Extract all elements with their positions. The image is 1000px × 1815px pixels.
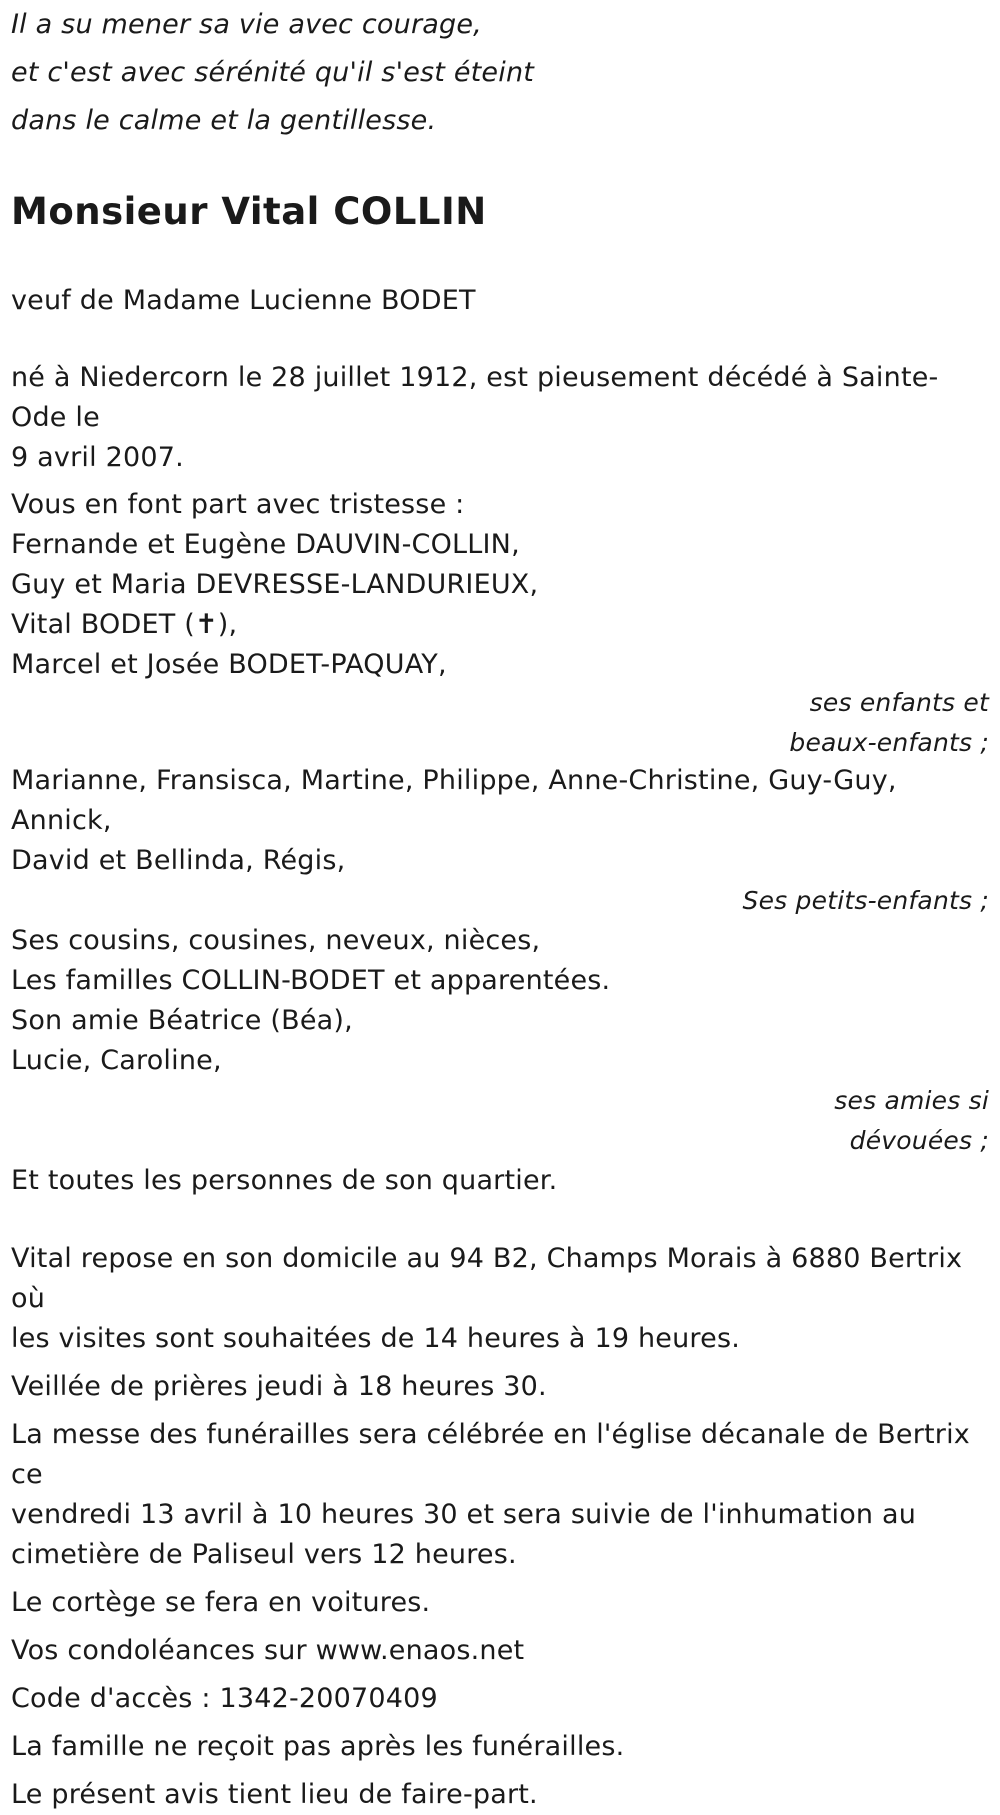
relatives-line-4: Lucie, Caroline, [11,1045,222,1076]
grandchildren-line-2: David et Bellinda, Régis, [11,845,346,876]
intro-line-3: dans le calme et la gentillesse. [11,105,437,136]
viewing-paragraph [11,1239,989,1359]
widower-line: veuf de Madame Lucienne BODET [11,285,476,316]
deceased-name: Monsieur Vital COLLIN [11,190,487,233]
intro-line-1: Il a su mener sa vie avec courage, [11,9,482,40]
child-line-3: Vital BODET (✝), [11,609,238,640]
access-code-line: Code d'accès : 1342-20070409 [11,1683,438,1714]
relatives-line-2: Les familles COLLIN-BODET et apparentées. [11,965,611,996]
neighbours-line: Et toutes les personnes de son quartier. [11,1165,558,1196]
children-label-line-2: beaux-enfants ; [789,728,989,757]
viewing-line-2: les visites sont souhaitées de 14 heures à 19 heures. [11,1323,740,1354]
vigil-line: Veillée de prières jeudi à 18 heures 30. [11,1371,547,1402]
children-list [11,525,989,685]
children-label-line-1: ses enfants et [809,688,989,717]
viewing-line-1: Vital repose en son domicile au 94 B2, Champs Morais à 6880 Bertrix où [11,1243,963,1314]
grandchildren-line-1: Marianne, Fransisca, Martine, Philippe, Anne-Christine, Guy-Guy, Annick, [11,765,897,836]
mass-line-3: cimetière de Paliseul vers 12 heures. [11,1539,517,1570]
relatives-list [11,921,989,1081]
intro-line-2: et c'est avec sérénité qu'il s'est éteint [11,57,535,88]
notice-line: Le présent avis tient lieu de faire-part. [11,1779,538,1810]
child-line-4: Marcel et Josée BODET-PAQUAY, [11,649,447,680]
birth-line-2: 9 avril 2007. [11,442,184,473]
cortege-line: Le cortège se fera en voitures. [11,1587,431,1618]
mass-line-1: La messe des funérailles sera célébrée en l'église décanale de Bertrix ce [11,1419,970,1490]
friends-label-line-1: ses amies si [834,1086,989,1115]
no-reception-line: La famille ne reçoit pas après les funérailles. [11,1731,625,1762]
relatives-line-1: Ses cousins, cousines, neveux, nièces, [11,925,541,956]
relatives-line-3: Son amie Béatrice (Béa), [11,1005,353,1036]
birth-death-paragraph [11,358,989,478]
children-label [11,683,989,763]
friends-label-line-2: dévouées ; [849,1126,989,1155]
birth-line-1: né à Niedercorn le 28 juillet 1912, est pieusement décédé à Sainte-Ode le [11,362,939,433]
child-line-1: Fernande et Eugène DAUVIN-COLLIN, [11,529,520,560]
condolences-line: Vos condoléances sur www.enaos.net [11,1635,525,1666]
grandchildren-list [11,761,989,881]
mass-line-2: vendredi 13 avril à 10 heures 30 et sera suivie de l'inhumation au [11,1499,917,1530]
family-announcement: Vous en font part avec tristesse : [11,489,465,520]
grandchildren-label: Ses petits-enfants ; [742,886,989,915]
child-line-2: Guy et Maria DEVRESSE-LANDURIEUX, [11,569,539,600]
friends-label [11,1081,989,1161]
funeral-mass-paragraph [11,1415,989,1575]
intro-poem [11,0,989,152]
